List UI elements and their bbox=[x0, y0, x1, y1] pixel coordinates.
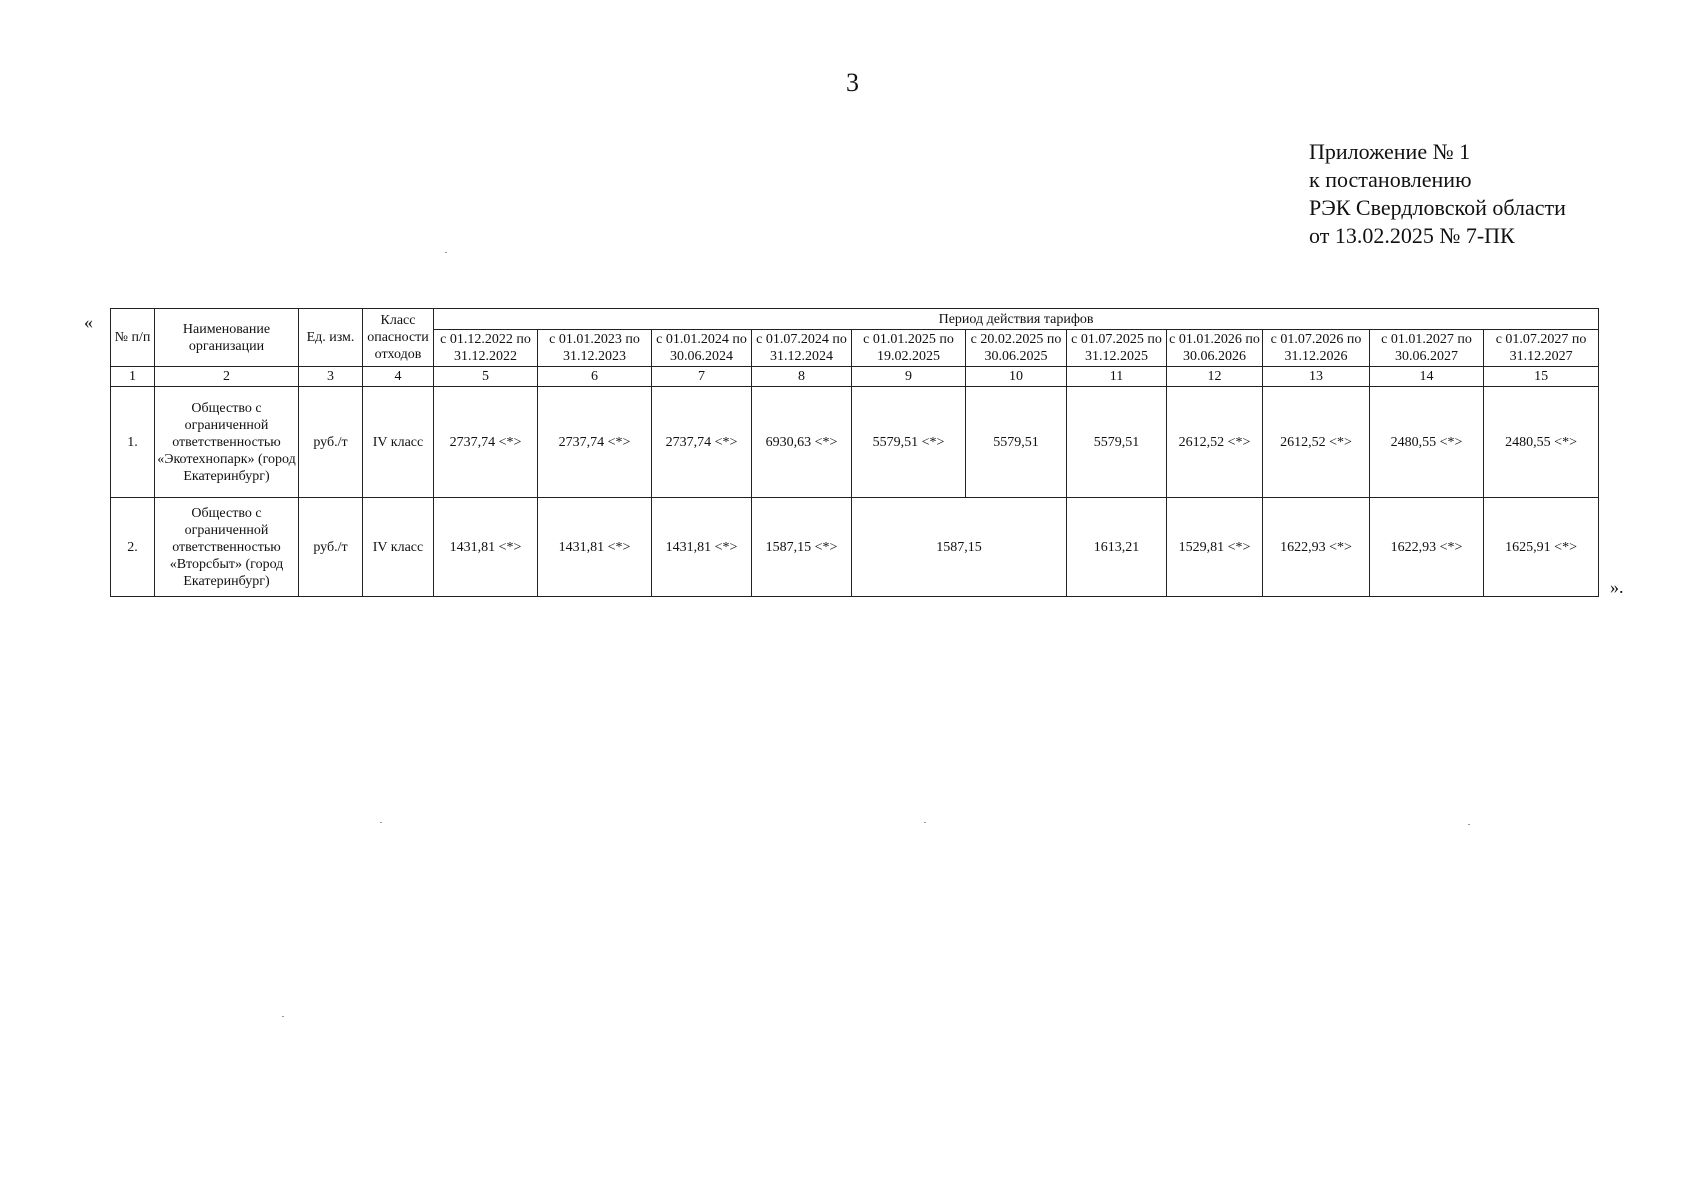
speck bbox=[282, 1016, 284, 1017]
tariff-value: 2737,74 <*> bbox=[538, 387, 652, 498]
tariff-value: 6930,63 <*> bbox=[752, 387, 852, 498]
col-number: 11 bbox=[1067, 367, 1167, 387]
opening-quote: « bbox=[84, 312, 93, 332]
header-period-15: с 01.07.2027 по 31.12.2027 bbox=[1484, 330, 1599, 367]
col-number: 12 bbox=[1167, 367, 1263, 387]
tariff-value: 5579,51 bbox=[966, 387, 1067, 498]
tariff-value: 1613,21 bbox=[1067, 498, 1167, 597]
header-period-5: с 01.12.2022 по 31.12.2022 bbox=[434, 330, 538, 367]
row-org: Общество с ограниченной ответственностью «Экотехнопарк» (город Екатеринбург) bbox=[155, 387, 299, 498]
column-numbers-row bbox=[111, 367, 1599, 387]
page-number: 3 bbox=[846, 68, 859, 97]
col-number: 13 bbox=[1263, 367, 1370, 387]
col-number: 3 bbox=[299, 367, 363, 387]
header-period-11: с 01.07.2025 по 31.12.2025 bbox=[1067, 330, 1167, 367]
tariff-value: 2737,74 <*> bbox=[434, 387, 538, 498]
appendix-authority: РЭК Свердловской области bbox=[1309, 195, 1566, 220]
closing-quote: ». bbox=[1610, 577, 1624, 597]
row-num: 1. bbox=[111, 387, 155, 498]
tariff-value: 1431,81 <*> bbox=[434, 498, 538, 597]
header-org: Наименование организации bbox=[155, 309, 299, 367]
row-org: Общество с ограниченной ответственностью «Вторсбыт» (город Екатеринбург) bbox=[155, 498, 299, 597]
col-number: 1 bbox=[111, 367, 155, 387]
tariff-value: 2612,52 <*> bbox=[1167, 387, 1263, 498]
col-number: 4 bbox=[363, 367, 434, 387]
tariff-value: 1622,93 <*> bbox=[1263, 498, 1370, 597]
appendix-date: от 13.02.2025 № 7-ПК bbox=[1309, 223, 1515, 248]
col-number: 6 bbox=[538, 367, 652, 387]
col-number: 5 bbox=[434, 367, 538, 387]
col-number: 14 bbox=[1370, 367, 1484, 387]
col-number: 2 bbox=[155, 367, 299, 387]
appendix-ref: к постановлению bbox=[1309, 167, 1472, 192]
tariff-value: 5579,51 bbox=[1067, 387, 1167, 498]
tariff-value: 1587,15 <*> bbox=[752, 498, 852, 597]
tariff-value: 2480,55 <*> bbox=[1370, 387, 1484, 498]
speck bbox=[1468, 824, 1470, 825]
header-period-9: с 01.01.2025 по 19.02.2025 bbox=[852, 330, 966, 367]
appendix-header bbox=[1309, 138, 1566, 250]
row-hazard: IV класс bbox=[363, 387, 434, 498]
tariff-value: 1431,81 <*> bbox=[538, 498, 652, 597]
header-row bbox=[111, 309, 1599, 330]
speck bbox=[924, 822, 926, 823]
tariff-value: 5579,51 <*> bbox=[852, 387, 966, 498]
header-period-14: с 01.01.2027 по 30.06.2027 bbox=[1370, 330, 1484, 367]
tariff-value: 1529,81 <*> bbox=[1167, 498, 1263, 597]
header-period-6: с 01.01.2023 по 31.12.2023 bbox=[538, 330, 652, 367]
table-row bbox=[111, 498, 1599, 597]
header-num: № п/п bbox=[111, 309, 155, 367]
table-row bbox=[111, 387, 1599, 498]
header-hazard: Класс опасности отходов bbox=[363, 309, 434, 367]
tariff-value: 1431,81 <*> bbox=[652, 498, 752, 597]
col-number: 9 bbox=[852, 367, 966, 387]
header-period: Период действия тарифов bbox=[434, 309, 1599, 330]
tariff-value: 1622,93 <*> bbox=[1370, 498, 1484, 597]
header-unit: Ед. изм. bbox=[299, 309, 363, 367]
header-period-13: с 01.07.2026 по 31.12.2026 bbox=[1263, 330, 1370, 367]
col-number: 10 bbox=[966, 367, 1067, 387]
col-number: 7 bbox=[652, 367, 752, 387]
tariff-value: 2737,74 <*> bbox=[652, 387, 752, 498]
row-num: 2. bbox=[111, 498, 155, 597]
tariff-value-merged: 1587,15 bbox=[852, 498, 1067, 597]
row-hazard: IV класс bbox=[363, 498, 434, 597]
tariff-table bbox=[110, 308, 1599, 597]
speck bbox=[445, 252, 447, 253]
tariff-value: 2480,55 <*> bbox=[1484, 387, 1599, 498]
appendix-title: Приложение № 1 bbox=[1309, 139, 1471, 164]
col-number: 8 bbox=[752, 367, 852, 387]
header-period-12: с 01.01.2026 по 30.06.2026 bbox=[1167, 330, 1263, 367]
row-unit: руб./т bbox=[299, 498, 363, 597]
row-unit: руб./т bbox=[299, 387, 363, 498]
header-period-10: с 20.02.2025 по 30.06.2025 bbox=[966, 330, 1067, 367]
header-period-8: с 01.07.2024 по 31.12.2024 bbox=[752, 330, 852, 367]
col-number: 15 bbox=[1484, 367, 1599, 387]
header-period-7: с 01.01.2024 по 30.06.2024 bbox=[652, 330, 752, 367]
speck bbox=[380, 822, 382, 823]
tariff-value: 2612,52 <*> bbox=[1263, 387, 1370, 498]
tariff-value: 1625,91 <*> bbox=[1484, 498, 1599, 597]
